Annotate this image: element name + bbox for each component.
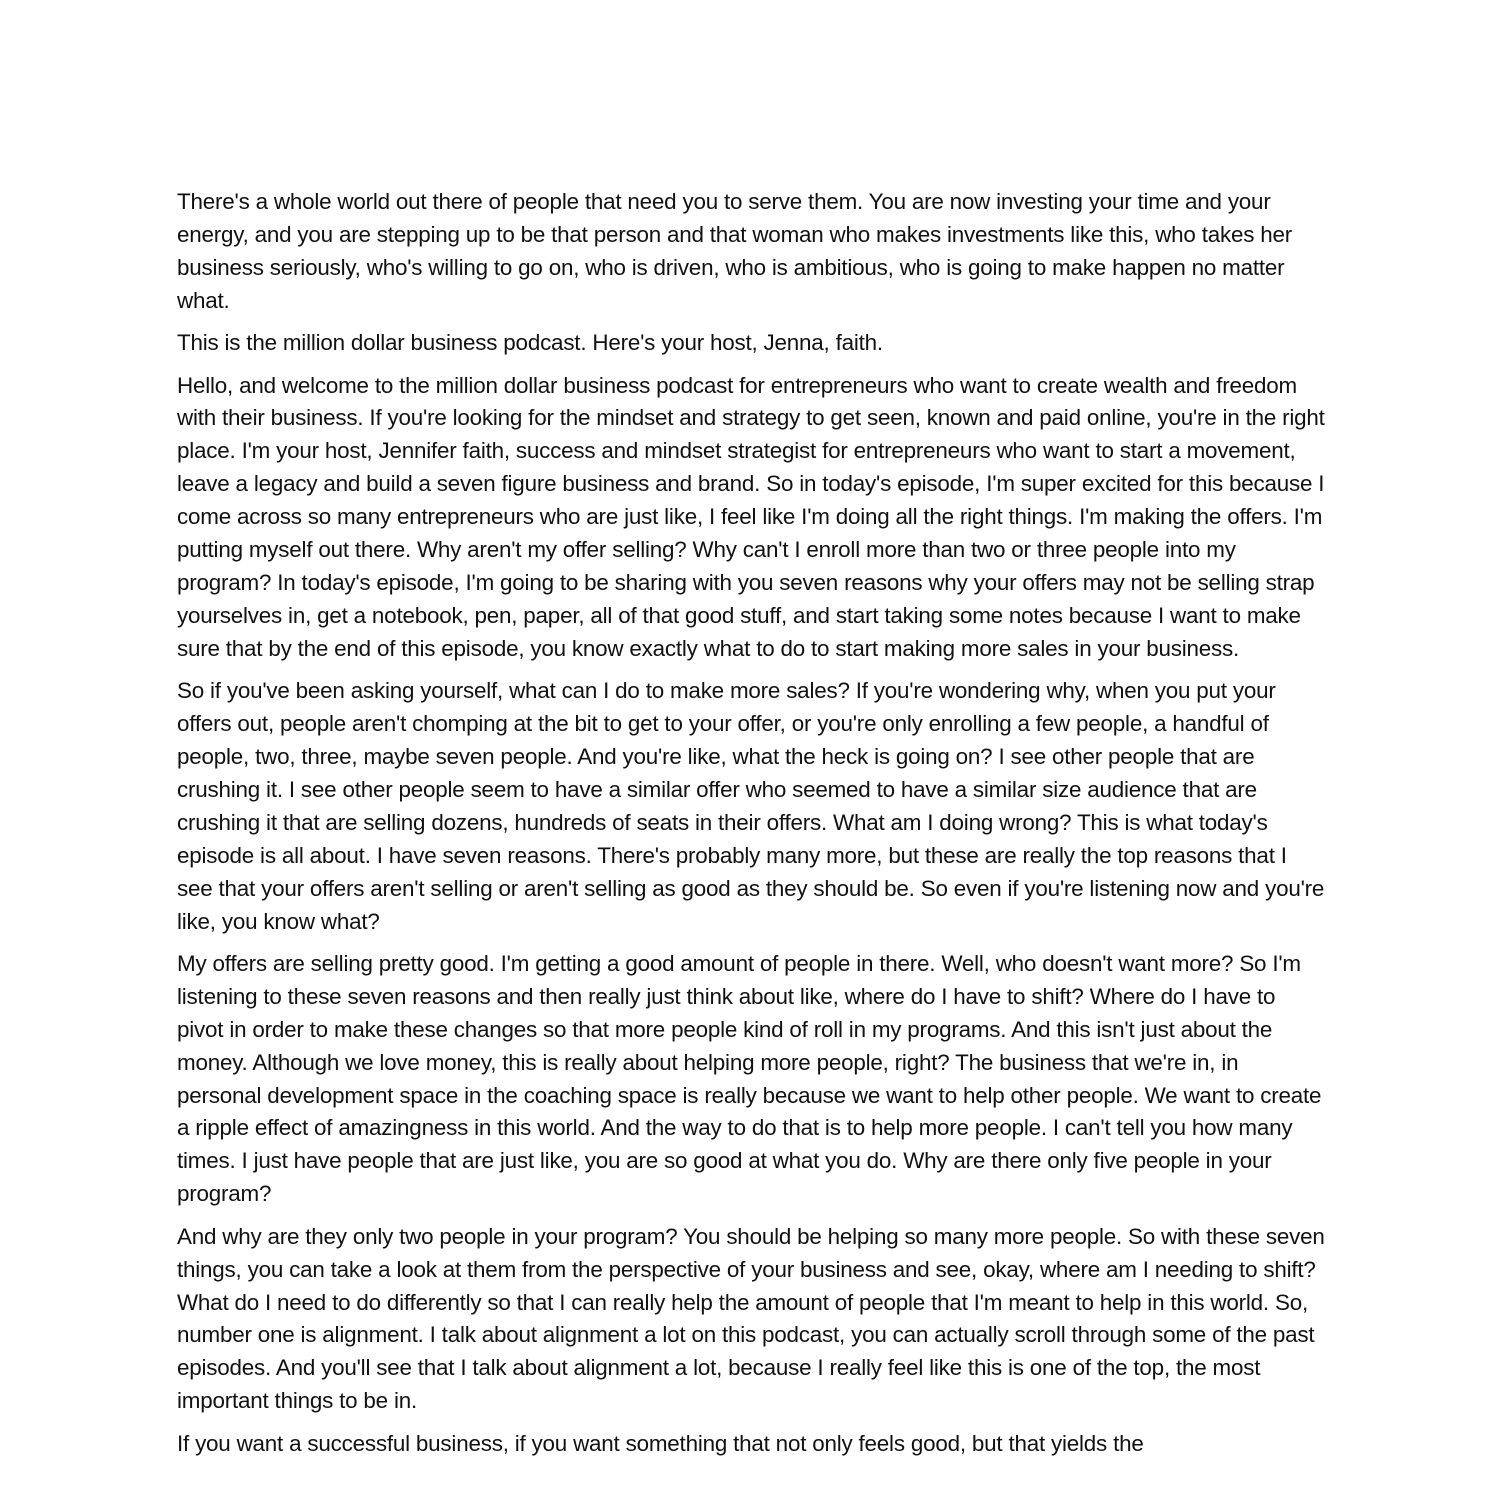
paragraph-1: There's a whole world out there of people that need you to serve them. You are now investing your time and your energy, and you are stepping up to be that person and that woman who makes investments like this, who takes her business seriously, who's willing to go on, who is driven, who is ambitious, who is going to make happen no matter what.	[177, 189, 1292, 313]
paragraph-4: So if you've been asking yourself, what can I do to make more sales? If you're wondering why, when you put your offers out, people aren't chomping at the bit to get to your offer, or you're only enrolling a few people, a handful of people, two, three, maybe seven people. And you're like, what the heck is going on? I see other people that are crushing it. I see other people seem to have a similar offer who seemed to have a similar size audience that are crushing it that are selling dozens, hundreds of seats in their offers. What am I doing wrong? This is what today's episode is all about. I have seven reasons. There's probably many more, but these are really the top reasons that I see that your offers aren't selling or aren't selling as good as they should be. So even if you're listening now and you're like, you know what?	[177, 678, 1325, 934]
paragraph-6: And why are they only two people in your program? You should be helping so many more people. So with these seven things, you can take a look at them from the perspective of your business and see, okay, where am I needing to shift? What do I need to do differently so that I can really help the amount of people that I'm meant to help in this world. So, number one is alignment. I talk about alignment a lot on this podcast, you can actually scroll through some of the past episodes. And you'll see that I talk about alignment a lot, because I really feel like this is one of the top, the most important things to be in.	[177, 1223, 1325, 1414]
paragraph-7-partial: If you want a successful business, if you want something that not only feels good, but that yields the	[177, 1430, 1144, 1456]
paragraph-5: My offers are selling pretty good. I'm getting a good amount of people in there. Well, who doesn't want more? So I'm listening to these seven reasons and then really just think about like, where do I have to shift? Where do I have to pivot in order to make these changes so that more people kind of roll in my programs. And this isn't just about the money. Although we love money, this is really about helping more people, right? The business that we're in, in personal development space in the coaching space is really because we want to help other people. We want to create a ripple effect of amazingness in this world. And the way to do that is to help more people. I can't tell you how many times. I just have people that are just like, you are so good at what you do. Why are there only five people in your program?	[177, 950, 1322, 1207]
paragraph-2: This is the million dollar business podcast. Here's your host, Jenna, faith.	[177, 330, 883, 356]
document-body	[177, 186, 1327, 1473]
paragraph-3: Hello, and welcome to the million dollar business podcast for entrepreneurs who want to create wealth and freedom with their business. If you're looking for the mindset and strategy to get seen, known and paid online, you're in the right place. I'm your host, Jennifer faith, success and mindset strategist for entrepreneurs who want to start a movement, leave a legacy and build a seven figure business and brand. So in today's episode, I'm super excited for this because I come across so many entrepreneurs who are just like, I feel like I'm doing all the right things. I'm making the offers. I'm putting myself out there. Why aren't my offer selling? Why can't I enroll more than two or three people into my program? In today's episode, I'm going to be sharing with you seven reasons why your offers may not be selling strap yourselves in, get a notebook, pen, paper, all of that good stuff, and start taking some notes because I want to make sure that by the end of this episode, you know exactly what to do to start making more sales in your business.	[177, 372, 1325, 661]
